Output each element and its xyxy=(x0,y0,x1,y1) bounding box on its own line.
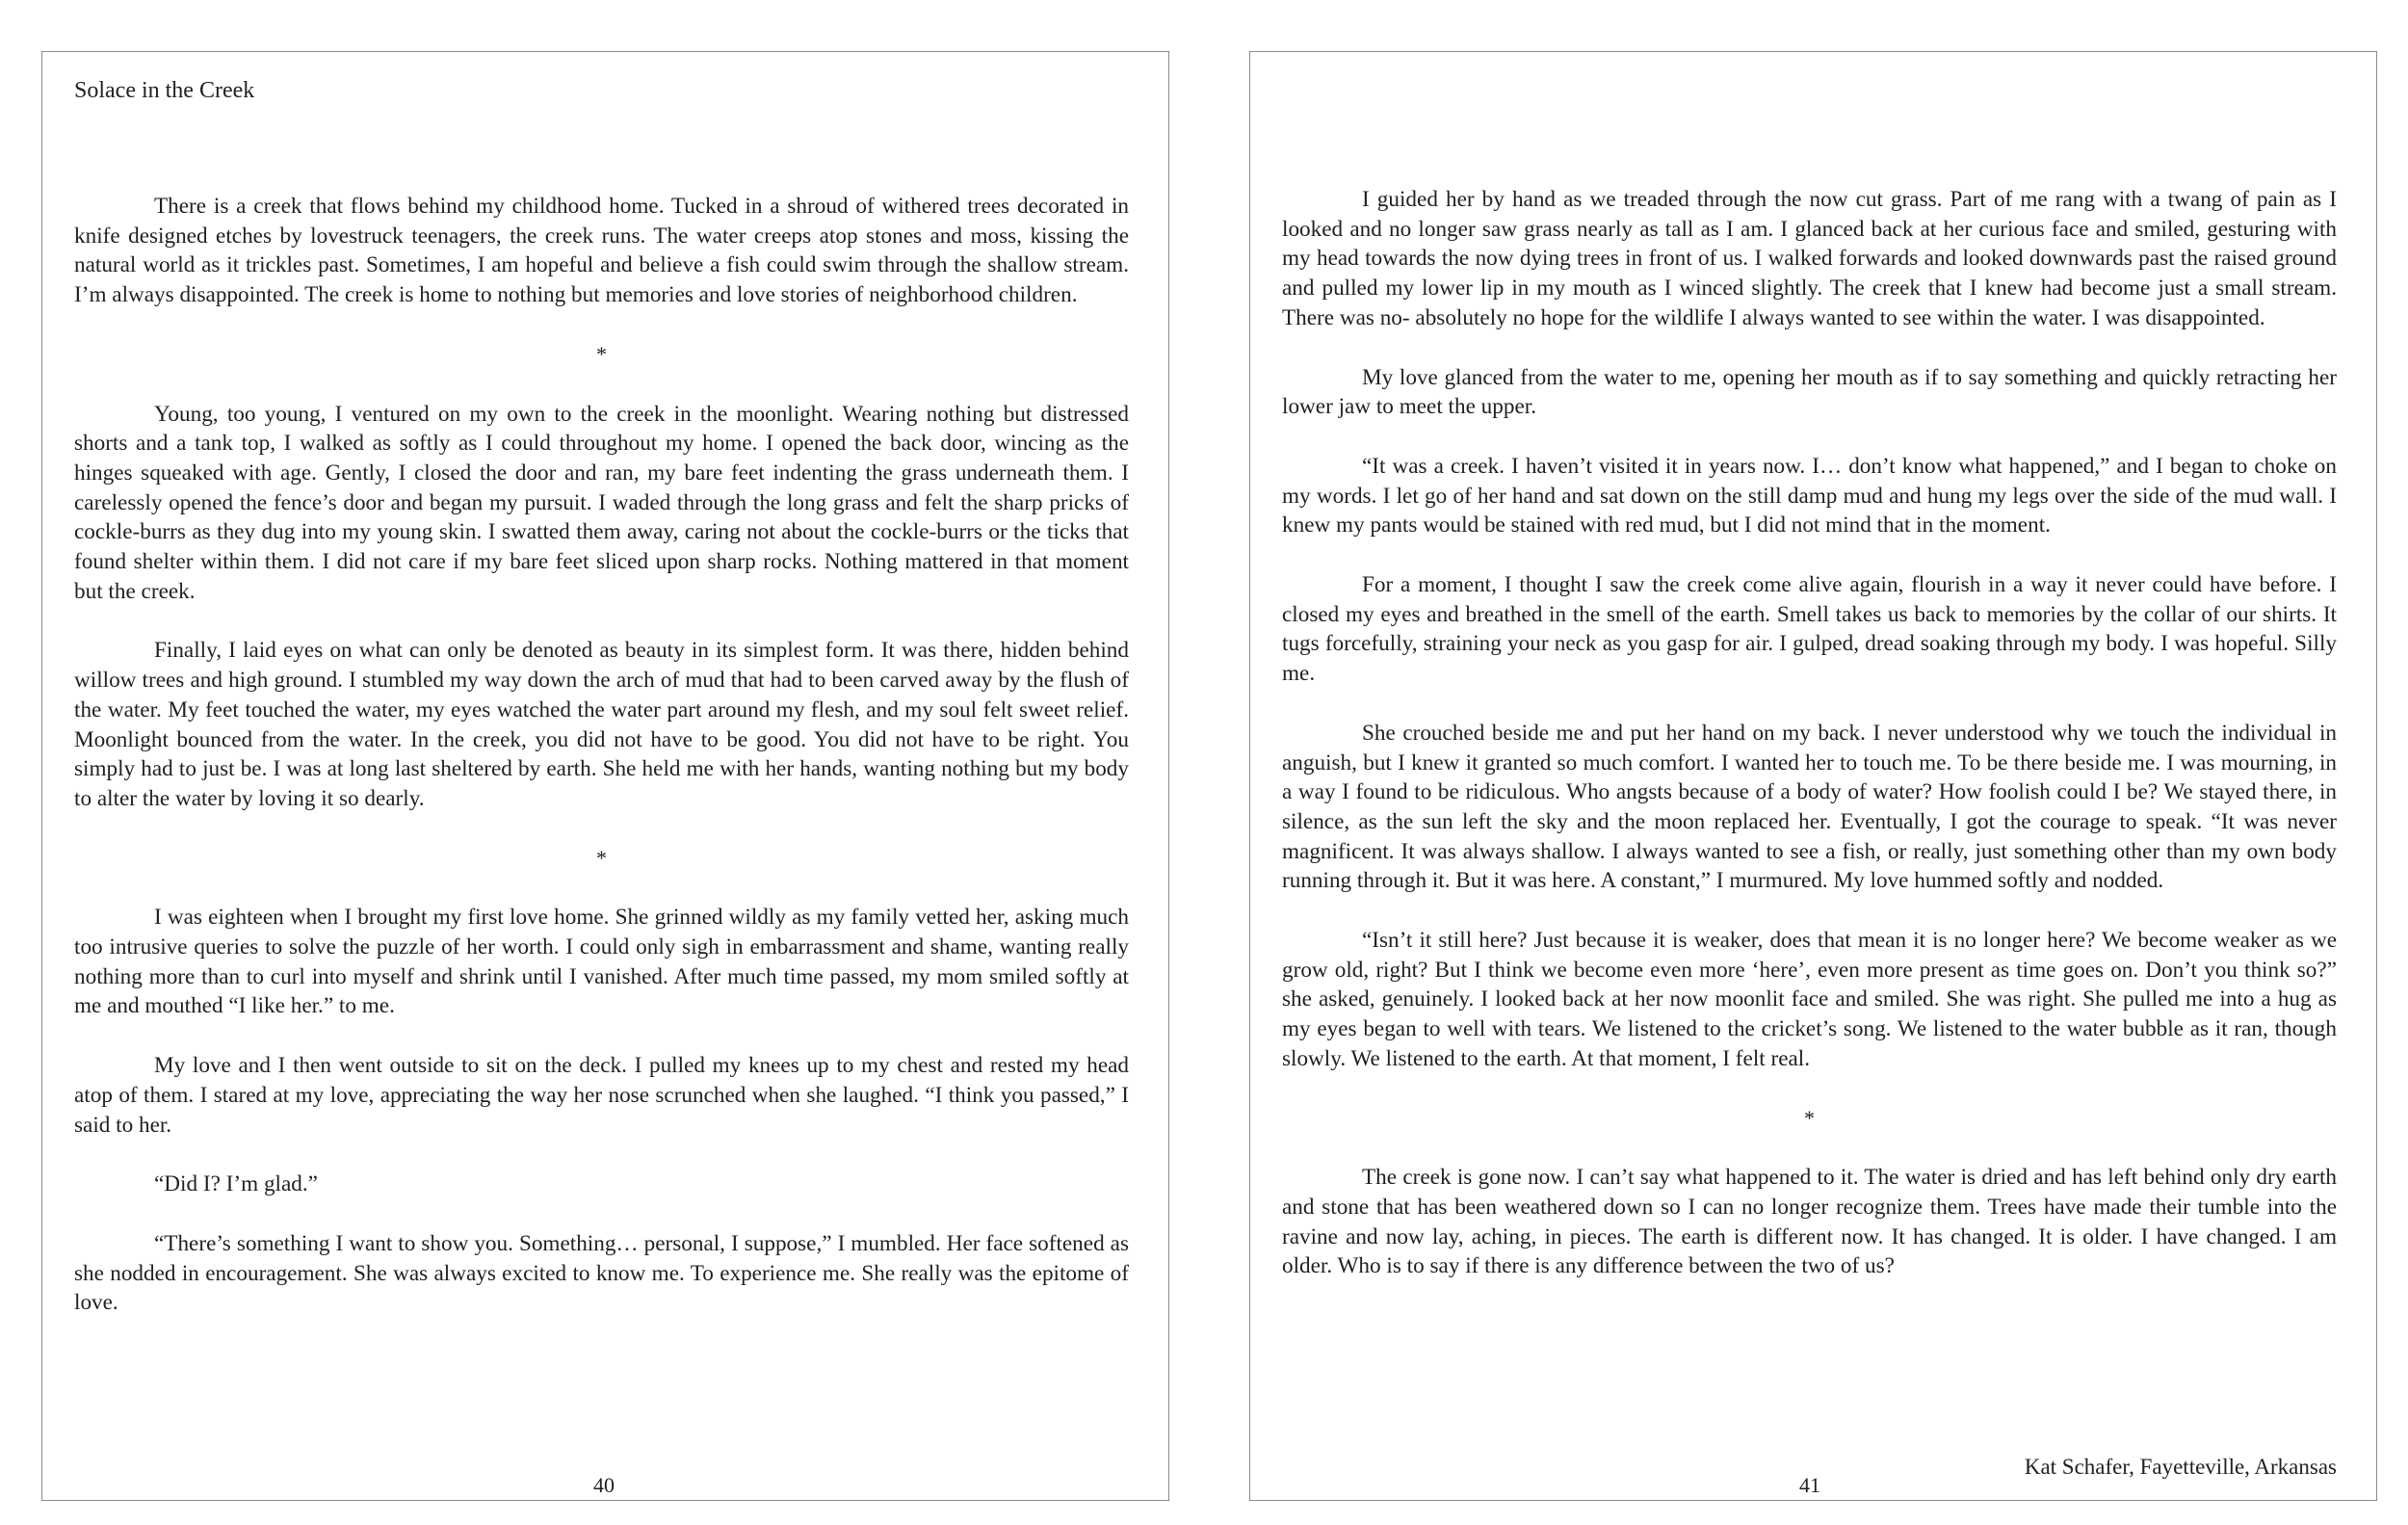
paragraph: Young, too young, I ventured on my own to the creek in the moonlight. Wearing nothing but distressed shorts and a tank top, I walked as softly as I could throughout my home. I opened the back door, wincing as the hinges squeaked with age. Gently, I closed the door and ran, my bare feet indenting the grass underneath them. I carelessly opened the fence’s door and began my pursuit. I waded through the long grass and felt the sharp pricks of cockle-burrs as they dug into my young skin. I swatted them away, caring not about the cockle-burrs or the ticks that found shelter within them. I did not care if my bare feet sliced upon sharp rocks. Nothing mattered in that moment but the creek. xyxy=(74,401,1129,604)
left-page-body xyxy=(74,192,1129,1348)
left-page xyxy=(41,51,1169,1501)
paragraph: “Did I? I’m glad.” xyxy=(154,1171,318,1197)
author-byline: Kat Schafer, Fayetteville, Arkansas xyxy=(2024,1455,2337,1479)
section-break: * xyxy=(1804,1105,1815,1130)
paragraph: She crouched beside me and put her hand on my back. I never understood why we touch the individual in anguish, but I knew it granted so much comfort. I wanted her to touch me. To be there beside me. I was mourning, in a way I found to be ridiculous. Who angsts because of a body of water? How foolish could I be? We stayed there, in silence, as the sun left the sky and the moon replaced her. Eventually, I got the courage to speak. “It was never magnificent. It was always shallow. I always wanted to see a fish, or really, just something other than my own body running through it. But it was here. A constant,” I murmured. My love hummed softly and nodded. xyxy=(1282,720,2337,894)
page-number: 40 xyxy=(593,1473,615,1497)
right-page xyxy=(1249,51,2377,1501)
section-break: * xyxy=(596,341,607,366)
paragraph: I guided her by hand as we treaded through the now cut grass. Part of me rang with a twang of pain as I looked and no longer saw grass nearly as tall as I am. I glanced back at her curious face and smiled, gesturing with my head towards the now dying trees in front of us. I walked forwards and looked downwards past the raised ground and pulled my lower lip in my mouth as I winced slightly. The creek that I knew had become just a small stream. There was no- absolutely no hope for the wildlife I always wanted to see within the water. I was disappointed. xyxy=(1282,187,2337,330)
paragraph: Finally, I laid eyes on what can only be denoted as beauty in its simplest form. It was there, hidden behind willow trees and high ground. I stumbled my way down the arch of mud that had to been carved away by the flush of the water. My feet touched the water, my eyes watched the water part around my flesh, and my soul felt sweet relief. Moonlight bounced from the water. In the creek, you did not have to be good. You did not have to be right. You simply had to just be. I was at long last sheltered by earth. She held me with her hands, wanting nothing but my body to alter the water by loving it so dearly. xyxy=(74,638,1129,811)
paragraph: There is a creek that flows behind my childhood home. Tucked in a shroud of withered trees decorated in knife designed etches by lovestruck teenagers, the creek runs. The water creeps atop stones and moss, kissing the natural world as it trickles past. Sometimes, I am hopeful and believe a fish could swim through the shallow stream. I’m always disappointed. The creek is home to nothing but memories and love stories of neighborhood children. xyxy=(74,194,1129,308)
paragraph: “There’s something I want to show you. Something… personal, I suppose,” I mumbled. Her face softened as she nodded in encouragement. She was always excited to know me. To experience me. She really was the epitome of love. xyxy=(74,1230,1129,1316)
running-head-title: Solace in the Creek xyxy=(74,78,255,103)
paragraph: I was eighteen when I brought my first love home. She grinned wildly as my family vetted her, asking much too intrusive queries to solve the puzzle of her worth. I could only sigh in embarrassment and shame, wanting really nothing more than to curl into myself and shrink until I vanished. After much time passed, my mom smiled softly at me and mouthed “I like her.” to me. xyxy=(74,905,1129,1019)
paragraph: “Isn’t it still here? Just because it is weaker, does that mean it is no longer here? We become weaker as we grow old, right? But I think we become even more ‘here’, even more present as time goes on. Don’t you think so?” she asked, genuinely. I looked back at her now moonlit face and smiled. She was right. She pulled me into a hug as my eyes began to well with tears. We listened to the cricket’s song. We listened to the water bubble as it ran, though slowly. We listened to the earth. At that moment, I felt real. xyxy=(1282,928,2337,1071)
paragraph: The creek is gone now. I can’t say what happened to it. The water is dried and has left behind only dry earth and stone that has been weathered down so I can no longer recognize them. Trees have made their tumble into the ravine and now lay, aching, in pieces. The earth is different now. It has changed. It is older. I have changed. I am older. Who is to say if there is any difference between the two of us? xyxy=(1282,1165,2337,1279)
page-number: 41 xyxy=(1799,1473,1820,1497)
paragraph: “It was a creek. I haven’t visited it in years now. I… don’t know what happened,” and I began to choke on my words. I let go of her hand and sat down on the still damp mud and hung my legs over the side of the mud wall. I knew my pants would be stained with red mud, but I did not mind that in the moment. xyxy=(1282,453,2337,539)
paragraph: My love and I then went outside to sit on the deck. I pulled my knees up to my chest and rested my head atop of them. I stared at my love, appreciating the way her nose scrunched when she laughed. “I think you passed,” I said to her. xyxy=(74,1053,1129,1138)
right-page-body xyxy=(1282,185,2337,1311)
paragraph: My love glanced from the water to me, opening her mouth as if to say something and quickly retracting her lower jaw to meet the upper. xyxy=(1282,364,2337,420)
paragraph: For a moment, I thought I saw the creek come alive again, flourish in a way it never could have before. I closed my eyes and breathed in the smell of the earth. Smell takes us back to memories by the collar of our shirts. It tugs forcefully, straining your neck as you gasp for air. I gulped, dread soaking through my body. I was hopeful. Silly me. xyxy=(1282,572,2337,687)
section-break: * xyxy=(596,845,607,870)
